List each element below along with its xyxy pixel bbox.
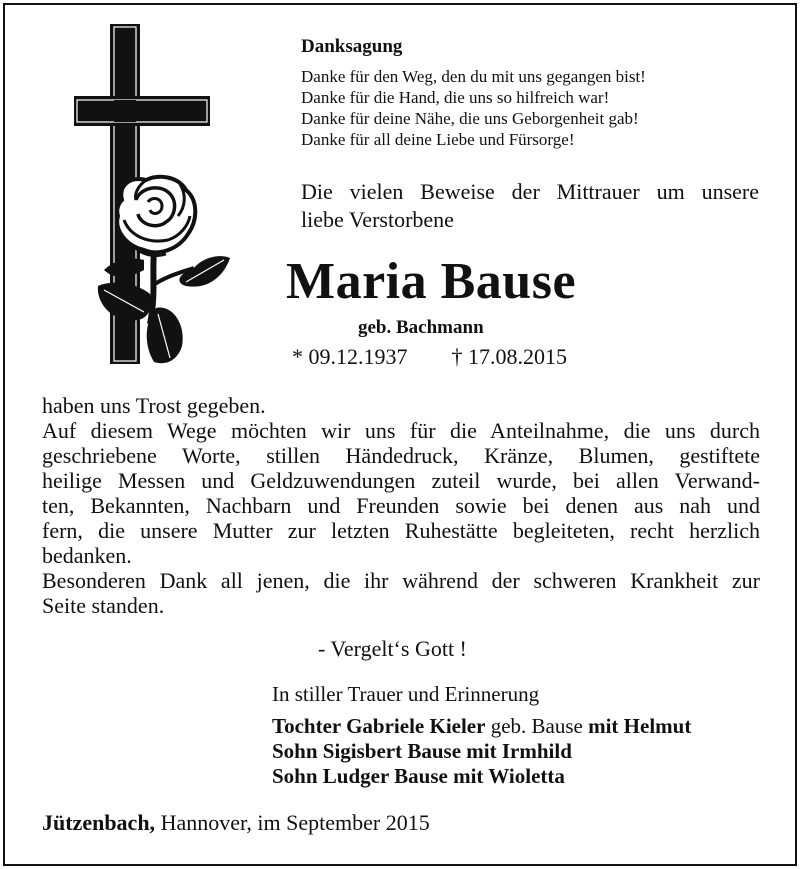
mourning-line: In stiller Trauer und Erinnerung: [272, 682, 540, 706]
intro-text: [301, 178, 759, 234]
deceased-name: Maria Bause: [286, 253, 577, 310]
vergelt-line: - Vergelt‘s Gott !: [318, 636, 467, 661]
cross-with-rose-icon: [74, 24, 234, 369]
poem-line: Danke für den Weg, den du mit uns gegangen bist!: [301, 67, 646, 86]
family-member-partner: mit Helmut: [588, 714, 692, 738]
place-bold: Jützenbach,: [42, 810, 156, 835]
intro-line: liebe Verstorbene: [301, 207, 454, 232]
body-line: fern, die unsere Mutter zur letzten Ruhestätte begleiteten, recht herzlich: [42, 518, 760, 543]
body-text: [42, 393, 760, 618]
place-rest: Hannover, im September 2015: [155, 810, 430, 835]
body-line: geschriebene Worte, stillen Händedruck, Kränze, Blumen, gestiftete: [42, 443, 760, 468]
notice-title: Danksagung: [301, 36, 403, 57]
family-member: [272, 739, 691, 764]
body-line: Besonderen Dank all jenen, die ihr während der schweren Krankheit zur: [42, 568, 760, 593]
life-dates: [292, 344, 567, 370]
poem-line: Danke für deine Nähe, die uns Geborgenheit gab!: [301, 109, 639, 128]
family-member-name: Sohn Sigisbert Bause mit Irmhild: [272, 739, 572, 763]
family-member-name: Sohn Ludger Bause mit Wioletta: [272, 764, 565, 788]
poem: [301, 66, 646, 150]
poem-line: Danke für all deine Liebe und Fürsorge!: [301, 130, 575, 149]
body-line: ten, Bekannten, Nachbarn und Freunden sowie bei denen aus nah und: [42, 493, 760, 518]
family-member-note: geb. Bause: [485, 714, 589, 738]
poem-line: Danke für die Hand, die uns so hilfreich war!: [301, 88, 610, 107]
death-date: † 17.08.2015: [451, 344, 567, 369]
body-line: bedanken.: [42, 543, 132, 568]
body-line: haben uns Trost gegeben.: [42, 393, 266, 418]
family-member: [272, 764, 691, 789]
birth-date: * 09.12.1937: [292, 344, 408, 369]
body-line: Auf diesem Wege möchten wir uns für die Anteilnahme, die uns durch: [42, 418, 760, 443]
birth-name: geb. Bachmann: [358, 317, 484, 338]
family-list: [272, 714, 691, 789]
place-date: [42, 810, 430, 836]
body-line: heilige Messen und Geldzuwendungen zuteil wurde, bei allen Verwand-: [42, 468, 760, 493]
body-line: Seite standen.: [42, 593, 165, 618]
intro-line: Die vielen Beweise der Mittrauer um unsere: [301, 179, 759, 204]
family-member: [272, 714, 691, 739]
family-member-name: Tochter Gabriele Kieler: [272, 714, 486, 738]
